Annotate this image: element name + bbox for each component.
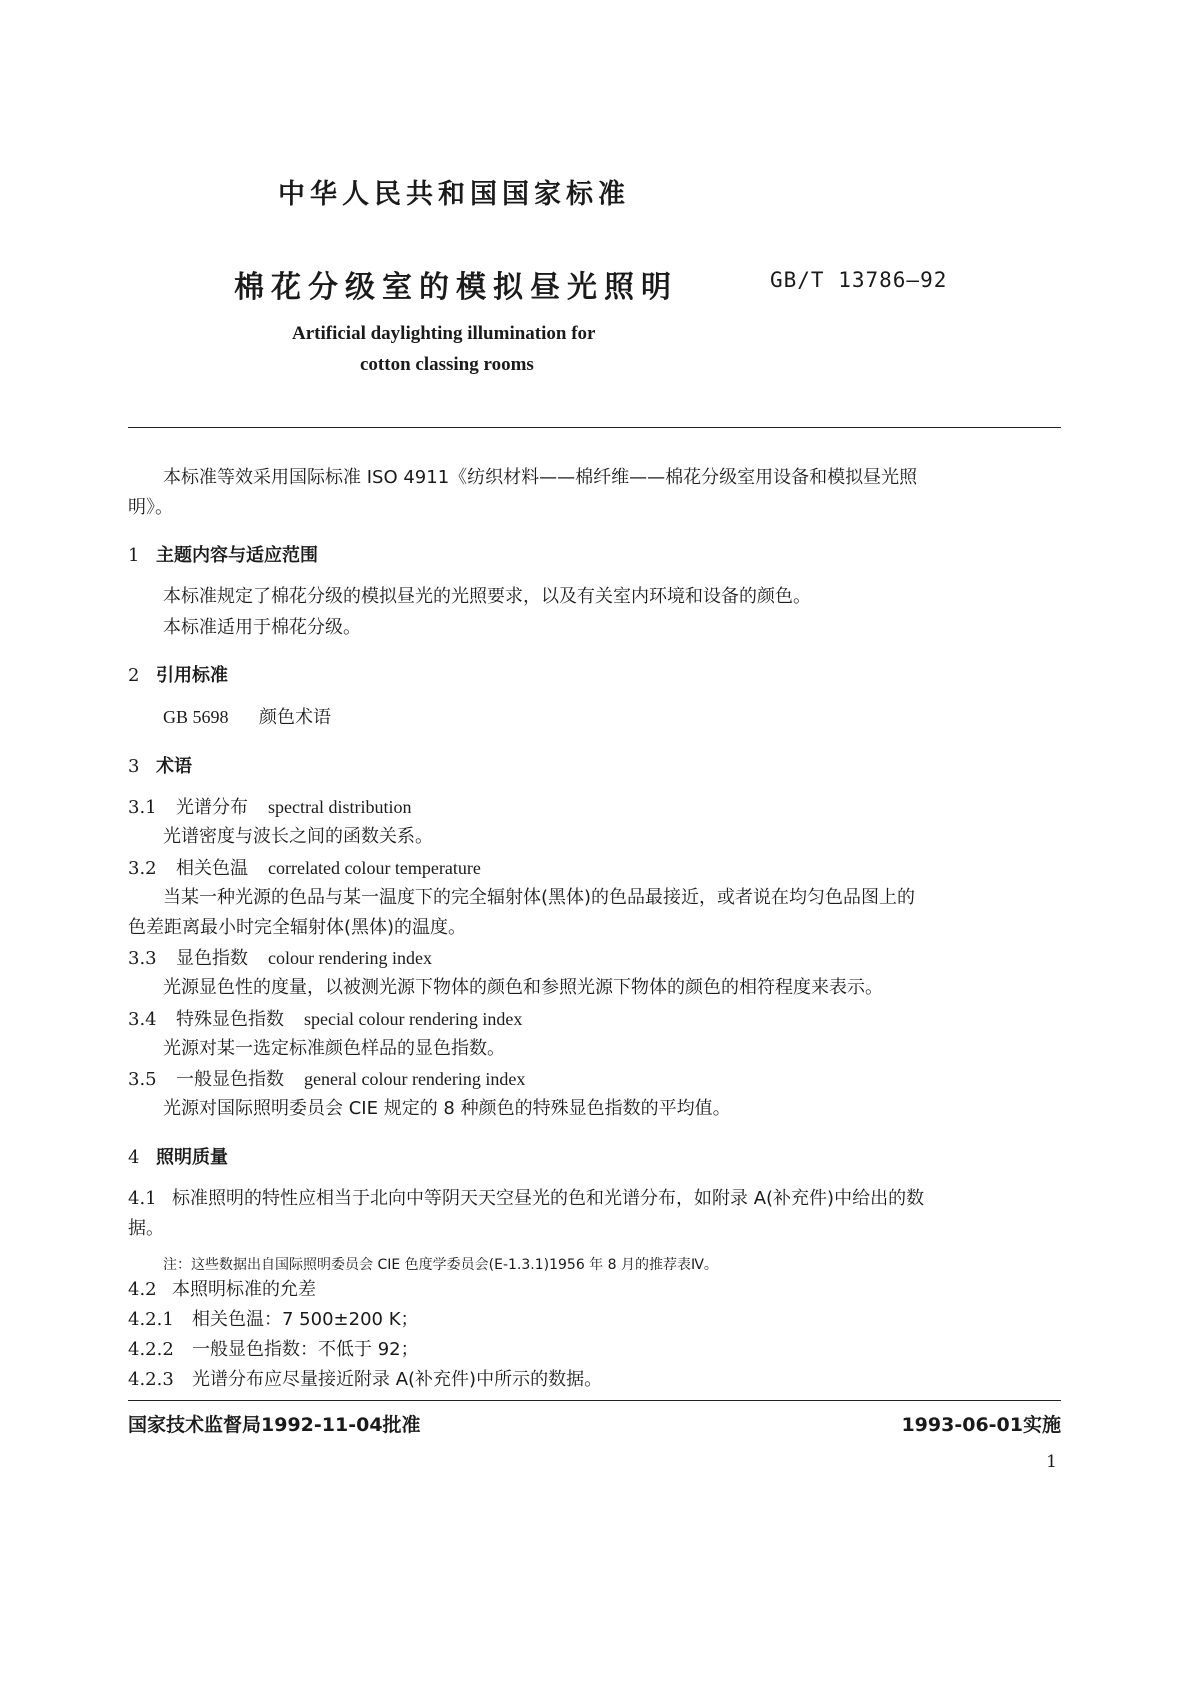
clause-number: 4.2.2 [128, 1339, 174, 1360]
intro-line-1: 本标准等效采用国际标准 ISO 4911《纺织材料——棉纤维——棉花分级室用设备和模拟昼光照 [163, 467, 918, 488]
clause-4-1 [128, 1188, 924, 1210]
clause-number: 3.2 [128, 858, 157, 879]
clause-number: 4.1 [128, 1188, 157, 1209]
term-3-2 [128, 857, 481, 880]
term-3-5-definition: 光源对国际照明委员会 CIE 规定的 8 种颜色的特殊显色指数的平均值。 [163, 1098, 731, 1119]
term-english: general colour rendering index [304, 1069, 526, 1089]
section-title: 照明质量 [156, 1147, 228, 1168]
section-4-heading [128, 1143, 228, 1169]
section-number: 2 [128, 665, 140, 686]
clause-number: 3.1 [128, 797, 157, 818]
header-divider [128, 427, 1061, 428]
intro-line-2: 明》。 [128, 497, 173, 518]
section-1-paragraph-2: 本标准适用于棉花分级。 [163, 617, 361, 638]
clause-4-2-1 [128, 1309, 419, 1331]
term-chinese: 光谱分布 [176, 797, 248, 818]
term-3-4 [128, 1008, 522, 1031]
term-3-1-definition: 光谱密度与波长之间的函数关系。 [163, 826, 433, 847]
term-3-5 [128, 1068, 525, 1091]
term-3-3 [128, 947, 432, 970]
term-english: special colour rendering index [304, 1009, 523, 1029]
term-3-4-definition: 光源对某一选定标准颜色样品的显色指数。 [163, 1038, 505, 1059]
clause-4-1-line-2: 据。 [128, 1218, 164, 1239]
term-3-2-definition-line-2: 色差距离最小时完全辐射体(黑体)的温度。 [128, 917, 467, 938]
section-1-paragraph-1: 本标准规定了棉花分级的模拟昼光的光照要求，以及有关室内环境和设备的颜色。 [163, 586, 811, 607]
section-1-heading [128, 541, 318, 567]
clause-text: 相关色温：7 500±200 K； [192, 1309, 419, 1330]
term-chinese: 特殊显色指数 [176, 1009, 284, 1030]
english-title-line-2: cotton classing rooms [360, 354, 534, 375]
clause-text: 光谱分布应尽量接近附录 A(补充件)中所示的数据。 [192, 1369, 603, 1390]
note: 注：这些数据出自国际照明委员会 CIE 色度学委员会(E-1.3.1)1956 年 8 月的推荐表Ⅳ。 [163, 1257, 718, 1273]
clause-number: 3.3 [128, 948, 157, 969]
reference-code: GB 5698 [163, 707, 229, 727]
approval-line: 国家技术监督局1992-11-04批准 [128, 1414, 421, 1436]
page-number: 1 [1046, 1452, 1057, 1472]
clause-number: 4.2.3 [128, 1369, 174, 1390]
term-3-1 [128, 796, 411, 819]
term-3-3-definition: 光源显色性的度量，以被测光源下物体的颜色和参照光源下物体的颜色的相符程度来表示。 [163, 977, 883, 998]
standard-code: GB/T 13786—92 [770, 268, 948, 292]
national-standard-heading: 中华人民共和国国家标准 [278, 179, 630, 210]
section-title: 引用标准 [156, 665, 228, 686]
section-2-heading [128, 661, 228, 687]
clause-number: 3.5 [128, 1069, 157, 1090]
document-title: 棉花分级室的模拟昼光照明 [234, 270, 678, 305]
term-english: spectral distribution [268, 797, 412, 817]
term-chinese: 相关色温 [176, 858, 248, 879]
clause-number: 3.4 [128, 1009, 157, 1030]
clause-text: 标准照明的特性应相当于北向中等阴天天空昼光的色和光谱分布，如附录 A(补充件)中给出的数 [172, 1188, 925, 1209]
clause-4-2-2 [128, 1339, 419, 1361]
clause-number: 4.2 [128, 1279, 157, 1300]
clause-4-2 [128, 1279, 316, 1301]
clause-text: 本照明标准的允差 [172, 1279, 316, 1300]
clause-4-2-3 [128, 1369, 602, 1391]
section-number: 3 [128, 756, 140, 777]
implementation-date: 1993-06-01实施 [901, 1414, 1061, 1436]
footer-divider [128, 1400, 1061, 1401]
section-number: 4 [128, 1147, 140, 1168]
term-chinese: 显色指数 [176, 948, 248, 969]
term-english: colour rendering index [268, 948, 432, 968]
english-title-line-1: Artificial daylighting illumination for [292, 323, 596, 344]
section-title: 主题内容与适应范围 [156, 545, 318, 566]
clause-text: 一般显色指数：不低于 92； [192, 1339, 419, 1360]
term-english: correlated colour temperature [268, 858, 481, 878]
section-3-heading [128, 752, 192, 778]
section-number: 1 [128, 545, 140, 566]
normative-reference [163, 706, 331, 729]
section-title: 术语 [156, 756, 192, 777]
reference-name: 颜色术语 [259, 707, 331, 728]
term-chinese: 一般显色指数 [176, 1069, 284, 1090]
clause-number: 4.2.1 [128, 1309, 174, 1330]
term-3-2-definition-line-1: 当某一种光源的色品与某一温度下的完全辐射体(黑体)的色品最接近，或者说在均匀色品图上的 [163, 887, 916, 908]
